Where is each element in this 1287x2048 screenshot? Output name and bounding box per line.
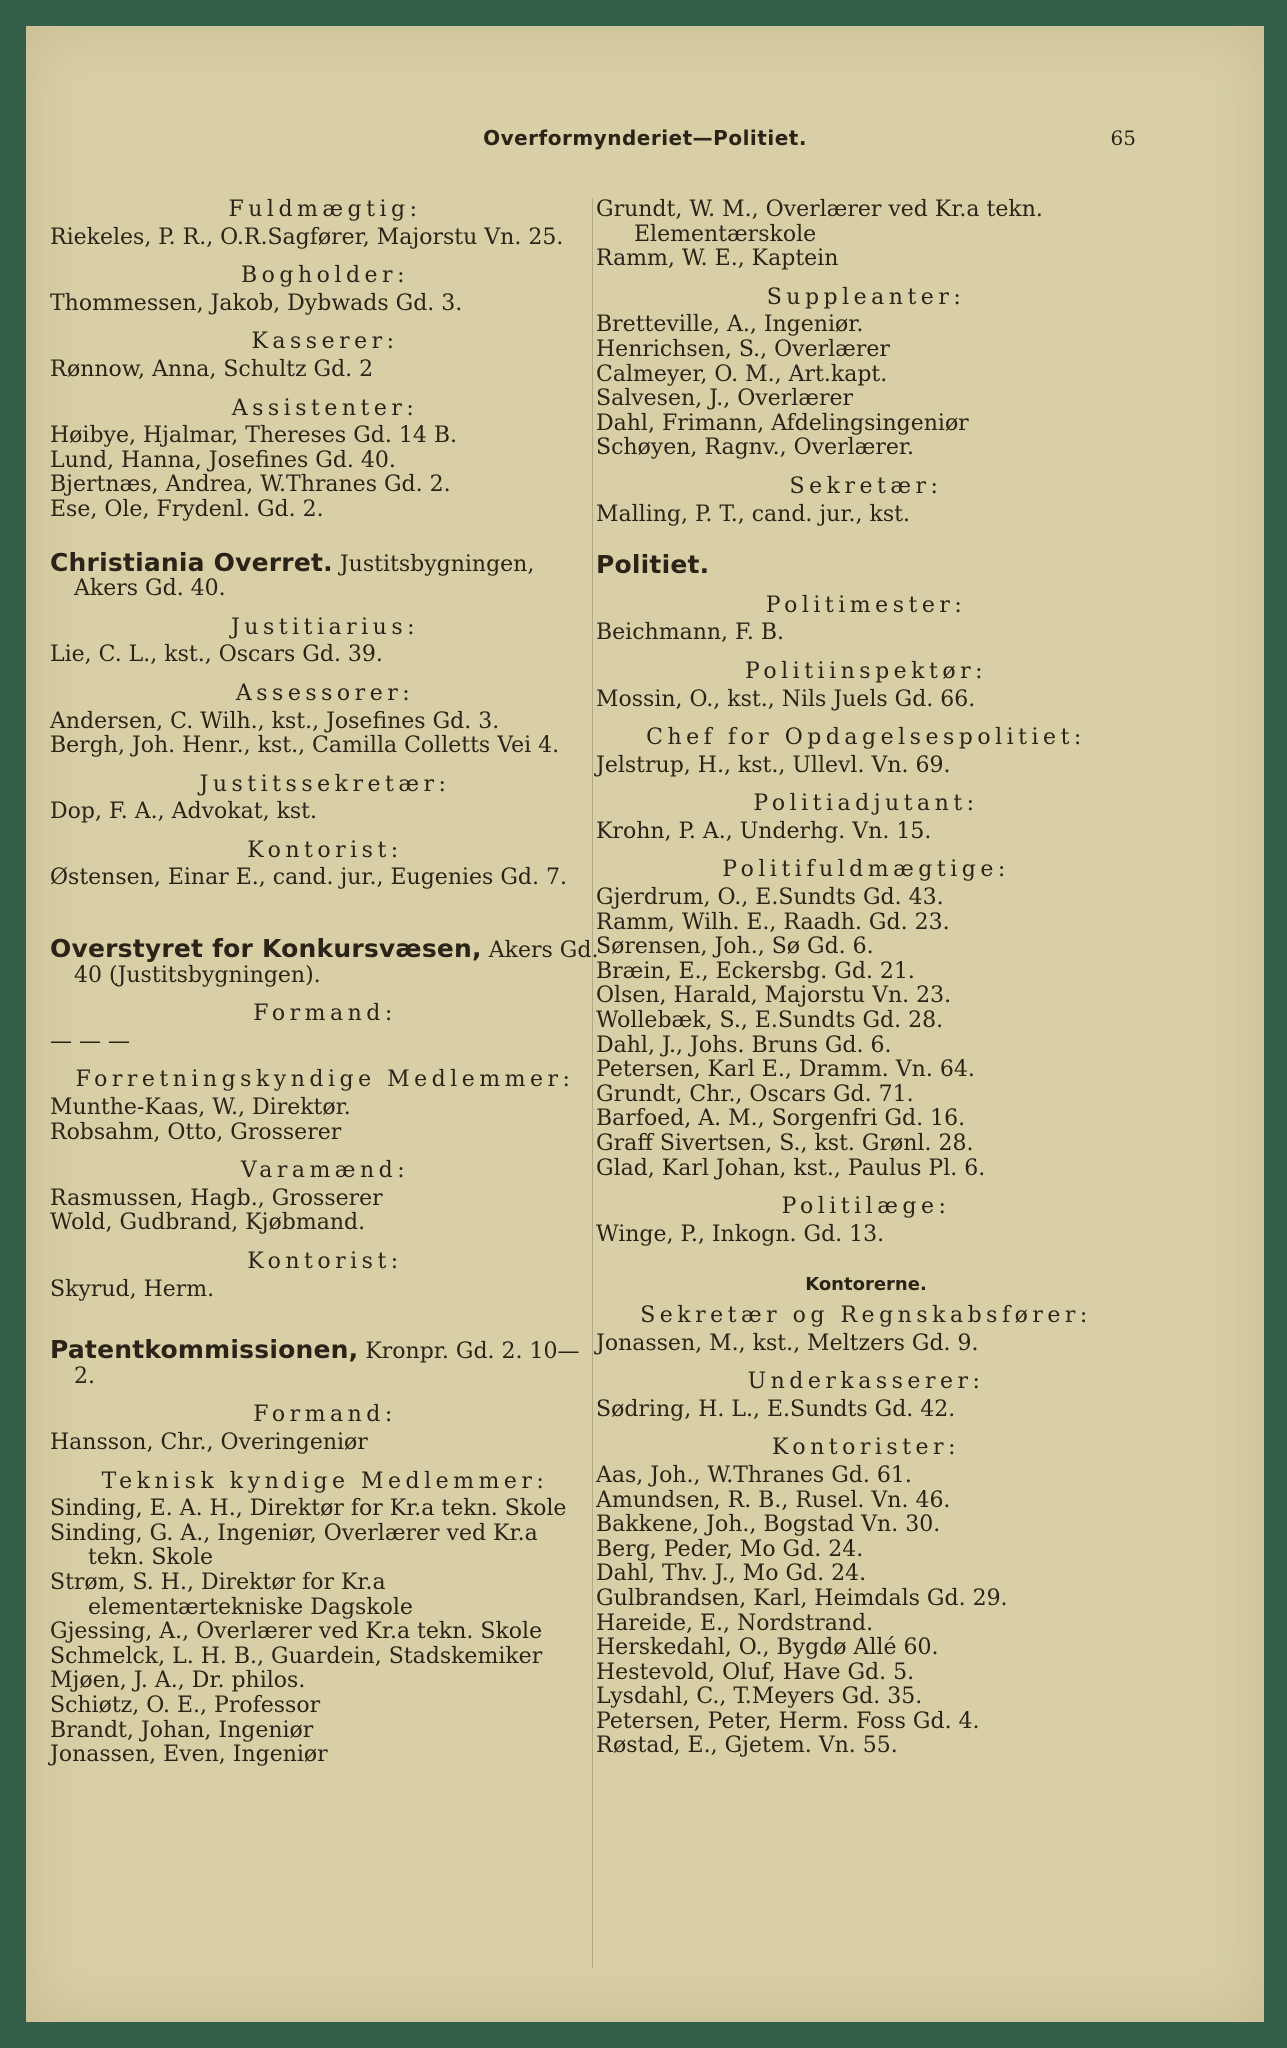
directory-entry: Dahl, Thv. J., Mo Gd. 24. bbox=[596, 1561, 867, 1587]
subheading-kontorist: Kontorist: bbox=[247, 1249, 403, 1274]
directory-entry: Lysdahl, C., T.Meyers Gd. 35. bbox=[596, 1684, 923, 1710]
directory-entry: Gjerdrum, O., E.Sundts Gd. 43. bbox=[596, 885, 944, 911]
overret-heading bbox=[50, 547, 600, 602]
directory-entry: Lie, C. L., kst., Oscars Gd. 39. bbox=[50, 642, 383, 668]
directory-entry: Aas, Joh., W.Thranes Gd. 61. bbox=[596, 1462, 912, 1488]
institution-address: Justitsbygningen, Akers Gd. 40. bbox=[74, 551, 535, 602]
directory-entry: Winge, P., Inkogn. Gd. 13. bbox=[596, 1221, 885, 1247]
subheading-kontorist: Kontorist: bbox=[247, 837, 403, 863]
directory-entry: Olsen, Harald, Majorstu Vn. 23. bbox=[596, 983, 952, 1009]
directory-entry: Østensen, Einar E., cand. jur., Eugenies Gd. 7. bbox=[50, 865, 567, 891]
directory-entry: Sørensen, Joh., Sø Gd. 6. bbox=[596, 934, 874, 960]
directory-entry: Jonassen, Even, Ingeniør bbox=[50, 1742, 328, 1768]
subheading-justitssekret-r: Justitssekretær: bbox=[199, 771, 451, 797]
directory-entry: Rasmussen, Hagb., Grosserer bbox=[50, 1185, 383, 1211]
directory-entry: Schøyen, Ragnv., Overlærer. bbox=[596, 435, 914, 461]
politiet-heading bbox=[596, 550, 1136, 580]
directory-entry: Salvesen, J., Overlærer bbox=[596, 386, 853, 412]
directory-entry: Schiøtz, O. E., Professor bbox=[50, 1692, 321, 1718]
subheading-underkasserer: Underkasserer: bbox=[747, 1369, 985, 1395]
kontorerne-section bbox=[596, 1304, 1136, 1759]
directory-entry: Beichmann, F. B. bbox=[596, 620, 784, 646]
directory-entry: Bretteville, A., Ingeniør. bbox=[596, 312, 864, 338]
directory-entry: Ramm, W. E., Kaptein bbox=[596, 246, 839, 272]
subheading-formand: Formand: bbox=[253, 1402, 397, 1428]
subheading-suppleanter: Suppleanter: bbox=[766, 284, 966, 310]
directory-entry: Sødring, H. L., E.Sundts Gd. 42. bbox=[596, 1396, 956, 1422]
directory-entry: Hareide, E., Nordstrand. bbox=[596, 1610, 874, 1636]
continued-members bbox=[596, 198, 1136, 272]
directory-entry: Grundt, W. M., Overlærer ved Kr.a tekn. Elementærskole bbox=[596, 197, 1043, 247]
right-column bbox=[596, 198, 1136, 1759]
book-page bbox=[26, 26, 1264, 2022]
page-number: 65 bbox=[1110, 126, 1136, 150]
directory-entry: Petersen, Karl E., Dramm. Vn. 64. bbox=[596, 1057, 975, 1083]
directory-entry: Hansson, Chr., Overingeniør bbox=[50, 1429, 368, 1455]
subheading-formand: Formand: bbox=[253, 1001, 397, 1027]
subheading-justitiarius: Justitiarius: bbox=[230, 614, 420, 640]
directory-entry: Strøm, S. H., Direktør for Kr.a elementærtekniske Dagskole bbox=[50, 1569, 413, 1620]
directory-entry: Munthe-Kaas, W., Direktør. bbox=[50, 1095, 351, 1121]
directory-entry: Ramm, Wilh. E., Raadh. Gd. 23. bbox=[596, 909, 950, 935]
suppleanter-section bbox=[596, 286, 1136, 527]
directory-entry: Malling, P. T., cand. jur., kst. bbox=[596, 501, 910, 527]
subheading-assistenter: Assistenter: bbox=[231, 395, 419, 421]
subheading-politiinspekt-r: Politiinspektør: bbox=[744, 658, 988, 684]
subheading-politil-ge: Politilæge: bbox=[781, 1194, 951, 1220]
directory-entry: Høibye, Hjalmar, Thereses Gd. 14 B. bbox=[50, 423, 457, 449]
directory-entry: Dahl, J., Johs. Bruns Gd. 6. bbox=[596, 1032, 892, 1058]
running-head: Overformynderiet—Politiet. bbox=[483, 126, 807, 150]
patent-heading bbox=[50, 1335, 600, 1389]
directory-entry: Wollebæk, S., E.Sundts Gd. 28. bbox=[596, 1008, 944, 1034]
directory-entry: Berg, Peder, Mo Gd. 24. bbox=[596, 1536, 864, 1562]
directory-entry: Robsahm, Otto, Grosserer bbox=[50, 1119, 342, 1145]
institution-address: Akers Gd. 40 (Justitsbygningen). bbox=[74, 938, 599, 988]
directory-entry: Schmelck, L. H. B., Guardein, Stadskemiker bbox=[50, 1643, 543, 1669]
directory-entry: Glad, Karl Johan, kst., Paulus Pl. 6. bbox=[596, 1155, 986, 1181]
institution-name: Overstyret for Konkursvæsen, bbox=[50, 934, 482, 964]
subheading-assessorer: Assessorer: bbox=[235, 680, 415, 706]
directory-entry: Herskedahl, O., Bygdø Allé 60. bbox=[596, 1635, 939, 1661]
overret-section bbox=[50, 616, 600, 891]
directory-entry: Lund, Hanna, Josefines Gd. 40. bbox=[50, 447, 396, 473]
directory-entry: Brandt, Johan, Ingeniør bbox=[50, 1717, 314, 1743]
subheading-forretningskyndige-medlemmer: Forretningskyndige Medlemmer: bbox=[75, 1067, 575, 1093]
directory-entry: Hestevold, Oluf, Have Gd. 5. bbox=[596, 1659, 915, 1685]
directory-entry: Petersen, Peter, Herm. Foss Gd. 4. bbox=[596, 1708, 980, 1734]
institution-name: Politiet. bbox=[596, 550, 710, 580]
directory-entry: Mossin, O., kst., Nils Juels Gd. 66. bbox=[596, 686, 976, 712]
directory-entry: Sinding, E. A. H., Direktør for Kr.a tekn. Skole bbox=[50, 1496, 567, 1522]
patent-section bbox=[50, 1403, 600, 1767]
directory-entry: Thommessen, Jakob, Dybwads Gd. 3. bbox=[50, 290, 463, 316]
subheading-kontorister: Kontorister: bbox=[772, 1435, 960, 1461]
directory-entry: Wold, Gudbrand, Kjøbmand. bbox=[50, 1210, 366, 1236]
directory-entry: Dop, F. A., Advokat, kst. bbox=[50, 799, 318, 825]
directory-entry: Jonassen, M., kst., Meltzers Gd. 9. bbox=[596, 1330, 979, 1356]
subheading-varam-nd: Varamænd: bbox=[240, 1158, 410, 1184]
kontorerne-heading: Kontorerne. bbox=[805, 1274, 927, 1296]
directory-entry: Dahl, Frimann, Afdelingsingeniør bbox=[596, 410, 969, 436]
subheading-politimester: Politimester: bbox=[765, 592, 967, 618]
directory-entry: Jelstrup, H., kst., Ullevl. Vn. 69. bbox=[596, 752, 951, 778]
directory-entry: — — — bbox=[50, 1028, 130, 1054]
directory-entry: Graff Sivertsen, S., kst. Grønl. 28. bbox=[596, 1131, 974, 1156]
directory-entry: Rønnow, Anna, Schultz Gd. 2 bbox=[50, 356, 374, 382]
institution-name: Patentkommissionen, bbox=[50, 1335, 359, 1365]
directory-entry: Krohn, P. A., Underhg. Vn. 15. bbox=[596, 818, 932, 844]
directory-entry: Barfoed, A. M., Sorgenfri Gd. 16. bbox=[596, 1106, 966, 1132]
politiet-section bbox=[596, 594, 1136, 1248]
konkurs-section bbox=[50, 1002, 600, 1302]
subheading-politiadjutant: Politiadjutant: bbox=[753, 791, 979, 817]
directory-entry: Bjertnæs, Andrea, W.Thranes Gd. 2. bbox=[50, 472, 451, 498]
directory-entry: Bakkene, Joh., Bogstad Vn. 30. bbox=[596, 1512, 941, 1538]
institution-name: Christiania Overret. bbox=[50, 547, 333, 577]
subheading-bogholder: Bogholder: bbox=[241, 263, 409, 289]
institution-address: Kronpr. Gd. 2. 10—2. bbox=[74, 1339, 580, 1389]
directory-entry: Sinding, G. A., Ingeniør, Overlærer ved Kr.a tekn. Skole bbox=[50, 1520, 538, 1571]
subheading-chef-for-opdagelsespolitiet: Chef for Opdagelsespolitiet: bbox=[646, 725, 1086, 751]
left-column bbox=[50, 198, 600, 1768]
directory-entry: Røstad, E., Gjetem. Vn. 55. bbox=[596, 1733, 898, 1759]
subheading-sekret-r-og-regnskabsf-rer: Sekretær og Regnskabsfører: bbox=[640, 1302, 1092, 1328]
directory-entry: Gulbrandsen, Karl, Heimdals Gd. 29. bbox=[596, 1585, 1008, 1611]
konkurs-heading bbox=[50, 934, 600, 988]
subheading-kasserer: Kasserer: bbox=[251, 329, 399, 355]
directory-entry: Henrichsen, S., Overlærer bbox=[596, 336, 890, 362]
subheading-politifuldm-gtige: Politifuldmægtige: bbox=[722, 857, 1010, 883]
directory-entry: Skyrud, Herm. bbox=[50, 1276, 215, 1302]
directory-entry: Andersen, C. Wilh., kst., Josefines Gd. 3. bbox=[50, 708, 500, 734]
directory-entry: Mjøen, J. A., Dr. philos. bbox=[50, 1668, 306, 1694]
subheading-sekret-r: Sekretær: bbox=[789, 473, 943, 499]
directory-entry: Riekeles, P. R., O.R.Sagfører, Majorstu Vn. 25. bbox=[50, 224, 564, 250]
directory-entry: Bergh, Joh. Henr., kst., Camilla Colletts Vei 4. bbox=[50, 733, 560, 759]
overformynderiet-section bbox=[50, 198, 600, 523]
directory-entry: Grundt, Chr., Oscars Gd. 71. bbox=[596, 1081, 914, 1107]
directory-entry: Calmeyer, O. M., Art.kapt. bbox=[596, 361, 888, 387]
subheading-teknisk-kyndige-medlemmer: Teknisk kyndige Medlemmer: bbox=[101, 1468, 549, 1494]
directory-entry: Ese, Ole, Frydenl. Gd. 2. bbox=[50, 496, 324, 522]
directory-entry: Bræin, E., Eckersbg. Gd. 21. bbox=[596, 958, 915, 984]
directory-entry: Gjessing, A., Overlærer ved Kr.a tekn. Skole bbox=[50, 1619, 543, 1645]
subheading-fuldm-gtig: Fuldmægtig: bbox=[228, 197, 422, 222]
directory-entry: Amundsen, R. B., Rusel. Vn. 46. bbox=[596, 1487, 951, 1513]
